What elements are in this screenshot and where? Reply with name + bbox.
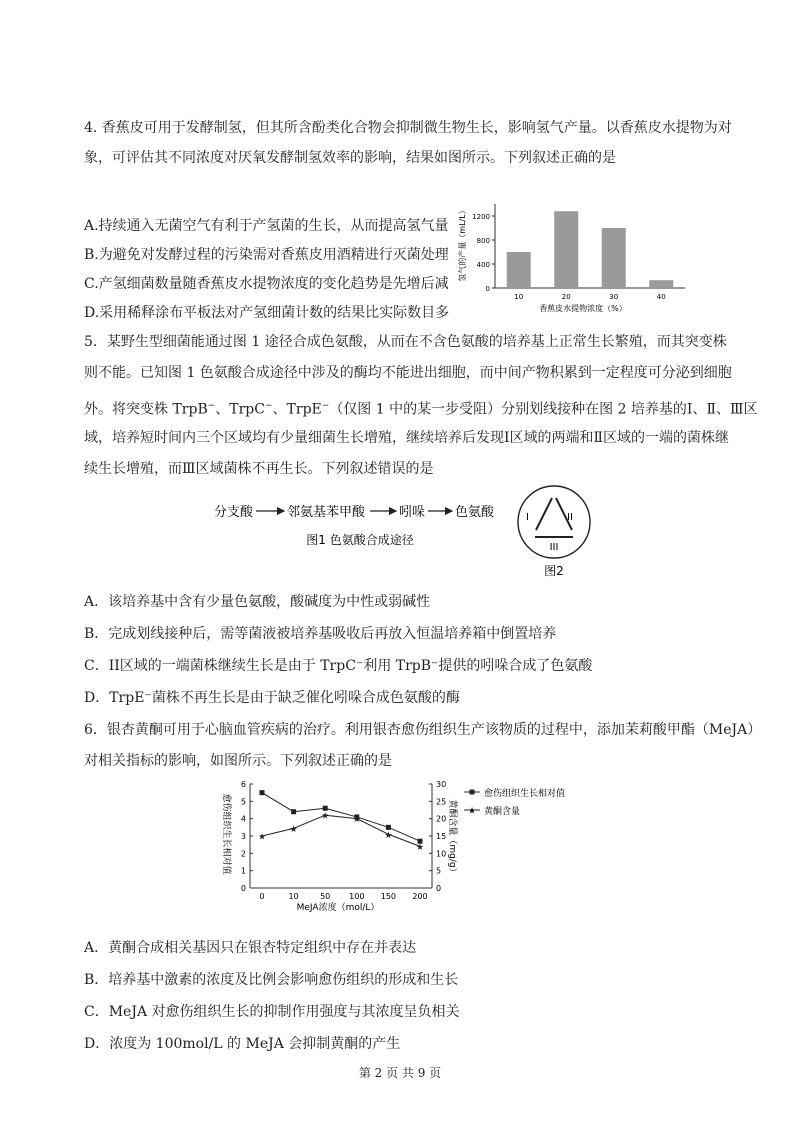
bar-20	[554, 211, 578, 288]
q5-line3-part-d: （仅图 1 中的某一步受阻）分别划线接种在图 2 培养基的Ⅰ、Ⅱ、Ⅲ区	[329, 401, 758, 418]
q5-option-c: C．II区域的一端菌株继续生长是由于 TrpC⁻利用 TrpB⁻提供的吲哚合成了色氨酸	[84, 658, 593, 674]
q5-stem-line3	[84, 396, 758, 420]
line-chart-left-tick-label: 5	[240, 797, 246, 807]
meja-line-chart	[210, 776, 590, 916]
line-chart-right-tick-label: 25	[436, 797, 447, 807]
line-chart-xlabel: MeJA浓度（mol/L）	[296, 903, 380, 913]
q5-option-a: A．该培养基中含有少量色氨酸，酸碱度为中性或弱碱性	[84, 594, 431, 610]
line-chart-x-tick-label: 100	[349, 892, 365, 901]
line-chart-right-tick-label: 30	[436, 780, 447, 789]
figure2-caption: 图2	[544, 564, 564, 578]
bar-chart-x-tick-label: 10	[514, 293, 524, 301]
region-ii-label: II	[567, 512, 573, 523]
line-chart-ylabel-right: 黄酮含量（mg/g）	[447, 799, 457, 877]
q6-option-b: B．培养基中激素的浓度及比例会影响愈伤组织的形成和生长	[84, 972, 459, 988]
line-chart-left-tick-label: 1	[240, 866, 246, 876]
q5-line3-part-a: 外。将突变株 TrpB	[84, 401, 208, 418]
series-1-point	[386, 825, 391, 830]
q4-stem-line2: 象，可评估其不同浓度对厌氧发酵制氢效率的影响，结果如图所示。下列叙述正确的是	[84, 150, 616, 166]
line-chart-legend	[464, 787, 565, 817]
line-chart-right-tick-label: 20	[436, 814, 447, 824]
series-2-point: ★	[289, 824, 298, 835]
series-1-point	[323, 806, 328, 811]
pathway-indole: 吲哚	[399, 505, 426, 520]
q6-option-a: A．黄酮合成相关基因只在银杏特定组织中存在并表达	[84, 940, 417, 956]
bar-40	[649, 280, 673, 288]
line-chart-right-tick-label: 15	[436, 832, 447, 841]
bar-chart-xlabel: 香蕉皮水提物浓度（%）	[539, 304, 627, 313]
q4-option-a: A.持续通入无菌空气有利于产氢菌的生长，从而提高氢气量	[84, 218, 449, 234]
q5-option-b: B．完成划线接种后，需等菌液被培养基吸收后再放入恒温培养箱中倒置培养	[84, 626, 557, 642]
q5-stem-line2: 则不能。已知图 1 色氨酸合成途径中涉及的酶均不能进出细胞，而中间产物积累到一定程度可分泌到细胞	[84, 365, 732, 381]
bar-10	[507, 252, 531, 288]
line-chart-ylabel-left: 愈伤组织生长相对值	[221, 793, 231, 875]
bar-chart-y-tick-label: 1200	[472, 213, 490, 221]
bar-chart-x-tick-label: 40	[656, 293, 666, 301]
bar-chart-ylabel: 氢气的产量（mL/L）	[458, 206, 467, 282]
bar-chart-y-tick-label: 800	[476, 237, 490, 245]
line-chart-x-tick-label: 50	[320, 892, 331, 901]
bar-chart-x-tick-label: 20	[561, 293, 571, 301]
q5-line3-part-b: 、TrpC	[215, 401, 265, 418]
series-2-point: ★	[415, 842, 425, 853]
pathway-chorismate: 分支酸	[214, 505, 254, 520]
q6-stem-line2: 对相关指标的影响，如图所示。下列叙述正确的是	[84, 753, 392, 769]
bar-30	[602, 228, 626, 288]
series-1-point	[291, 809, 296, 814]
line-chart-x-tick-label: 200	[412, 892, 428, 901]
sup-minus: −	[321, 401, 330, 411]
line-chart-x-tick-label: 150	[380, 892, 397, 901]
pathway-tryptophan: 色氨酸	[455, 505, 495, 520]
series-2-point: ★	[352, 815, 361, 826]
line-chart-left-tick-label: 4	[240, 814, 246, 824]
line-chart-left-tick-label: 6	[240, 780, 246, 789]
region-iii-label: III	[549, 542, 559, 553]
q5-stem-line4: 域，培养短时间内三个区域均有少量细菌生长增殖，继续培养后发现Ⅰ区域的两端和Ⅱ区域的一端的菌株继	[84, 430, 730, 446]
q5-stem-line5: 续生长增殖，而Ⅲ区域菌株不再生长。下列叙述错误的是	[84, 461, 434, 477]
line-chart-right-tick-label: 5	[436, 866, 442, 876]
legend-square-marker	[470, 790, 475, 795]
figure1-caption: 图1 色氨酸合成途径	[306, 533, 414, 547]
line-chart-right-tick-label: 10	[436, 849, 447, 859]
q4-stem-line1: 4. 香蕉皮可用于发酵制氢，但其所含酚类化合物会抑制微生物生长，影响氢气产量。以香蕉皮水提物为对	[84, 120, 732, 136]
bar-chart-x-tick-label: 30	[609, 293, 619, 301]
series-2-point: ★	[384, 830, 393, 841]
tryptophan-pathway-figure	[210, 496, 510, 552]
q5-option-d: D．TrpE⁻菌株不再生长是由于缺乏催化吲哚合成色氨酸的酶	[84, 690, 460, 706]
page-footer: 第 2 页 共 9 页	[358, 1066, 442, 1080]
q6-stem-line1: 6．银杏黄酮可用于心脑血管疾病的治疗。利用银杏愈伤组织生产该物质的过程中，添加茉莉酸甲酯（MeJA）	[84, 722, 762, 738]
line-chart-left-tick-label: 3	[240, 832, 246, 841]
legend-star-marker: ★	[467, 806, 477, 817]
line-chart-right-tick-label: 0	[436, 884, 442, 893]
streak-region-1	[536, 498, 552, 530]
region-i-label: I	[526, 512, 529, 523]
line-chart-left-tick-label: 2	[240, 849, 246, 859]
bar-chart-y-tick-label: 0	[485, 285, 490, 293]
q6-option-c: C．MeJA 对愈伤组织生长的抑制作用强度与其浓度呈负相关	[84, 1004, 460, 1020]
series-2-point: ★	[257, 832, 267, 843]
petri-dish-figure	[510, 482, 600, 582]
bar-chart-y-tick-label: 400	[476, 261, 490, 269]
line-chart-left-tick-label: 0	[240, 884, 246, 893]
line-chart-x-tick-label: 10	[288, 892, 299, 901]
series-1-point	[260, 790, 265, 795]
sup-minus: −	[265, 401, 273, 411]
sup-minus: −	[207, 401, 216, 411]
q5-stem-line1: 5．某野生型细菌能通过图 1 途径合成色氨酸，从而在不含色氨酸的培养基上正常生长繁殖，而其突变株	[84, 334, 727, 350]
hydrogen-bar-chart	[455, 196, 690, 314]
legend-series-1: 愈伤组织生长相对值	[484, 789, 566, 799]
q5-line3-part-c: 、TrpE	[272, 401, 322, 418]
series-2-point: ★	[321, 811, 330, 822]
q4-option-b: B.为避免对发酵过程的污染需对香蕉皮用酒精进行灭菌处理	[84, 247, 449, 263]
line-chart-x-tick-label: 0	[259, 892, 265, 901]
pathway-anthranilate: 邻氨基苯甲酸	[287, 505, 366, 520]
q4-option-d: D.采用稀释涂布平板法对产氢细菌计数的结果比实际数目多	[84, 305, 450, 321]
q4-option-c: C.产氢细菌数量随香蕉皮水提物浓度的变化趋势是先增后减	[84, 276, 449, 292]
legend-series-2: 黄酮含量	[484, 807, 521, 817]
q6-option-d: D．浓度为 100mol/L 的 MeJA 会抑制黄酮的产生	[84, 1036, 401, 1052]
